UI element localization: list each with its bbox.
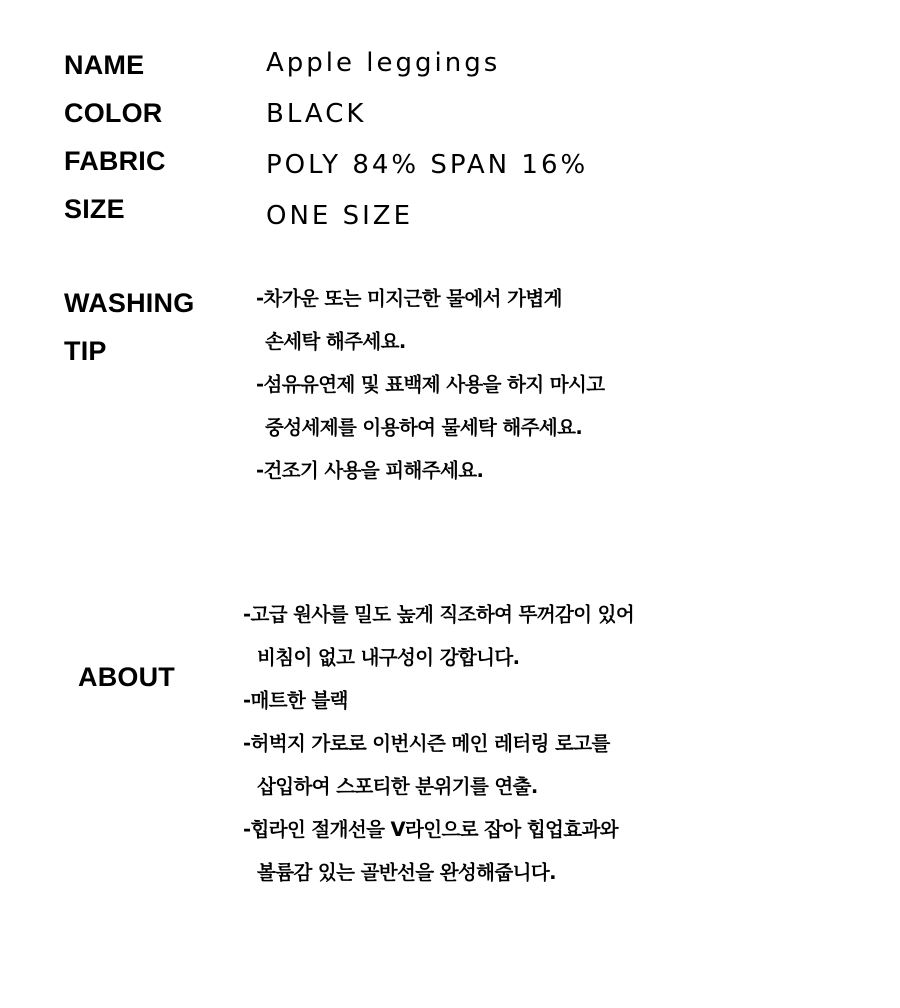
about-label: ABOUT	[78, 662, 175, 692]
washing-tip-line: -섬유유연제 및 표백제 사용을 하지 마시고	[256, 373, 605, 396]
washing-tip-line: -건조기 사용을 피해주세요.	[256, 459, 484, 482]
name-label: NAME	[64, 50, 145, 80]
about-line: -허벅지 가로로 이번시즌 메인 레터링 로고를	[243, 732, 610, 755]
washing-tip-line: 손세탁 해주세요.	[265, 330, 406, 353]
about-line: 삽입하여 스포티한 분위기를 연출.	[257, 775, 538, 798]
about-line: -고급 원사를 밀도 높게 직조하여 뚜꺼감이 있어	[243, 603, 635, 626]
color-value: BLACK	[266, 99, 367, 129]
washing-tip-label-line1: WASHING	[64, 288, 195, 318]
about-line: 비침이 없고 내구성이 강합니다.	[257, 646, 520, 669]
name-value: Apple leggings	[266, 48, 501, 78]
washing-tip-label-line2: TIP	[64, 336, 107, 366]
about-line: 볼륨감 있는 골반선을 완성해줍니다.	[257, 861, 556, 884]
fabric-label: FABRIC	[64, 146, 166, 176]
about-line: -힙라인 절개선을 V라인으로 잡아 힙업효과와	[243, 818, 619, 841]
size-value: ONE SIZE	[266, 201, 414, 231]
washing-tip-line: -차가운 또는 미지근한 물에서 가볍게	[256, 287, 562, 310]
color-label: COLOR	[64, 98, 163, 128]
about-line: -매트한 블랙	[243, 689, 348, 712]
washing-tip-line: 중성세제를 이용하여 물세탁 해주세요.	[265, 416, 583, 439]
fabric-value: POLY 84% SPAN 16%	[266, 150, 589, 180]
size-label: SIZE	[64, 194, 125, 224]
